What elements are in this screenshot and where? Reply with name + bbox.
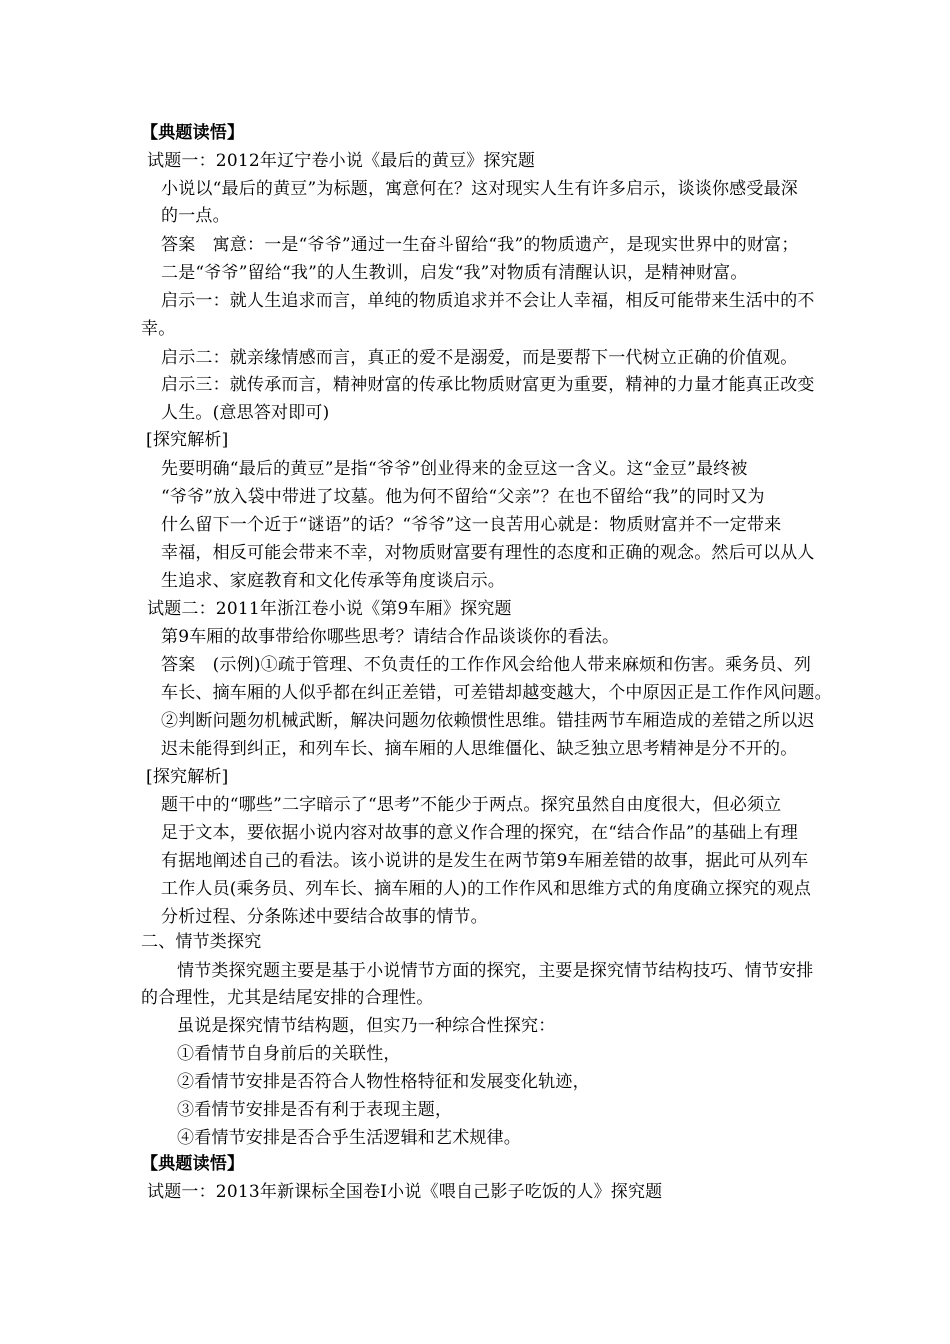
answer-text: 车长、摘车厢的人似乎都在纠正差错，可差错却越变越大，个中原因正是工作作风问题。 [161, 683, 832, 703]
question-text: 第9车厢的故事带给你哪些思考？请结合作品谈谈你的看法。 [161, 627, 620, 647]
analysis-text: 先要明确“最后的黄豆”是指“爷爷”创业得来的金豆这一含义。这“金豆”最终被 [161, 459, 748, 479]
answer-text: 人生。(意思答对即可) [161, 403, 330, 423]
analysis-text: 生追求、家庭教育和文化传承等角度谈启示。 [161, 571, 505, 591]
section-heading: 【典题读悟】 [141, 123, 245, 143]
answer-text: 幸。 [141, 319, 176, 339]
analysis-text: “爷爷”放入袋中带进了坟墓。他为何不留给“父亲”？在也不留给“我”的同时又为 [161, 487, 765, 507]
question-title: 试题一：2012年辽宁卷小说《最后的黄豆》探究题 [147, 151, 536, 171]
answer-text: 启示二：就亲缘情感而言，真正的爱不是溺爱，而是要帮下一代树立正确的价值观。 [161, 348, 798, 368]
analysis-text: 题干中的“哪些”二字暗示了“思考”不能少于两点。探究虽然自由度很大，但必须立 [161, 795, 782, 815]
list-item: ④看情节安排是否合乎生活逻辑和艺术规律。 [177, 1128, 521, 1148]
section-heading: 二、情节类探究 [141, 932, 262, 952]
analysis-text: 分析过程、分条陈述中要结合故事的情节。 [161, 907, 488, 927]
answer-text: 启示三：就传承而言，精神财富的传承比物质财富更为重要，精神的力量才能真正改变 [161, 375, 815, 395]
answer-text: 答案 (示例)①疏于管理、不负责任的工作作风会给他人带来麻烦和伤害。乘务员、列 [161, 655, 812, 675]
list-item: ①看情节自身前后的关联性， [177, 1044, 401, 1064]
list-item: ③看情节安排是否有利于表现主题， [177, 1100, 453, 1120]
analysis-text: 什么留下一个近于“谜语”的话？“爷爷”这一良苦用心就是：物质财富并不一定带来 [161, 515, 782, 535]
body-paragraph: 的合理性，尤其是结尾安排的合理性。 [141, 988, 434, 1008]
answer-text: ②判断问题勿机械武断，解决问题勿依赖惯性思维。错挂两节车厢造成的差错之所以迟 [161, 711, 815, 731]
question-text: 小说以“最后的黄豆”为标题，寓意何在？这对现实人生有许多启示，谈谈你感受最深 [161, 179, 798, 199]
answer-text: 答案 寓意：一是“爷爷”通过一生奋斗留给“我”的物质遗产，是现实世界中的财富； [161, 235, 799, 255]
analysis-text: 幸福，相反可能会带来不幸，对物质财富要有理性的态度和正确的观念。然后可以从人 [161, 543, 815, 563]
body-paragraph: 虽说是探究情节结构题，但实乃一种综合性探究： [177, 1016, 556, 1036]
answer-text: 二是“爷爷”留给“我”的人生教训，启发“我”对物质有清醒认识，是精神财富。 [161, 263, 748, 283]
question-title: 试题一：2013年新课标全国卷Ⅰ小说《喂自己影子吃饭的人》探究题 [147, 1182, 663, 1202]
analysis-heading: [探究解析] [146, 767, 229, 787]
section-heading: 【典题读悟】 [141, 1154, 245, 1174]
question-text: 的一点。 [161, 206, 230, 226]
analysis-text: 工作人员(乘务员、列车长、摘车厢的人)的工作作风和思维方式的角度确立探究的观点 [161, 879, 812, 899]
answer-text: 迟未能得到纠正，和列车长、摘车厢的人思维僵化、缺乏独立思考精神是分不开的。 [161, 739, 798, 759]
analysis-heading: [探究解析] [146, 430, 229, 450]
answer-text: 启示一：就人生追求而言，单纯的物质追求并不会让人幸福，相反可能带来生活中的不 [161, 291, 815, 311]
question-title: 试题二：2011年浙江卷小说《第9车厢》探究题 [147, 599, 512, 619]
analysis-text: 有据地阐述自己的看法。该小说讲的是发生在两节第9车厢差错的故事，据此可从列车 [161, 851, 809, 871]
body-paragraph: 情节类探究题主要是基于小说情节方面的探究，主要是探究情节结构技巧、情节安排 [177, 961, 814, 981]
list-item: ②看情节安排是否符合人物性格特征和发展变化轨迹， [177, 1072, 590, 1092]
analysis-text: 足于文本，要依据小说内容对故事的意义作合理的探究，在“结合作品”的基础上有理 [161, 823, 798, 843]
